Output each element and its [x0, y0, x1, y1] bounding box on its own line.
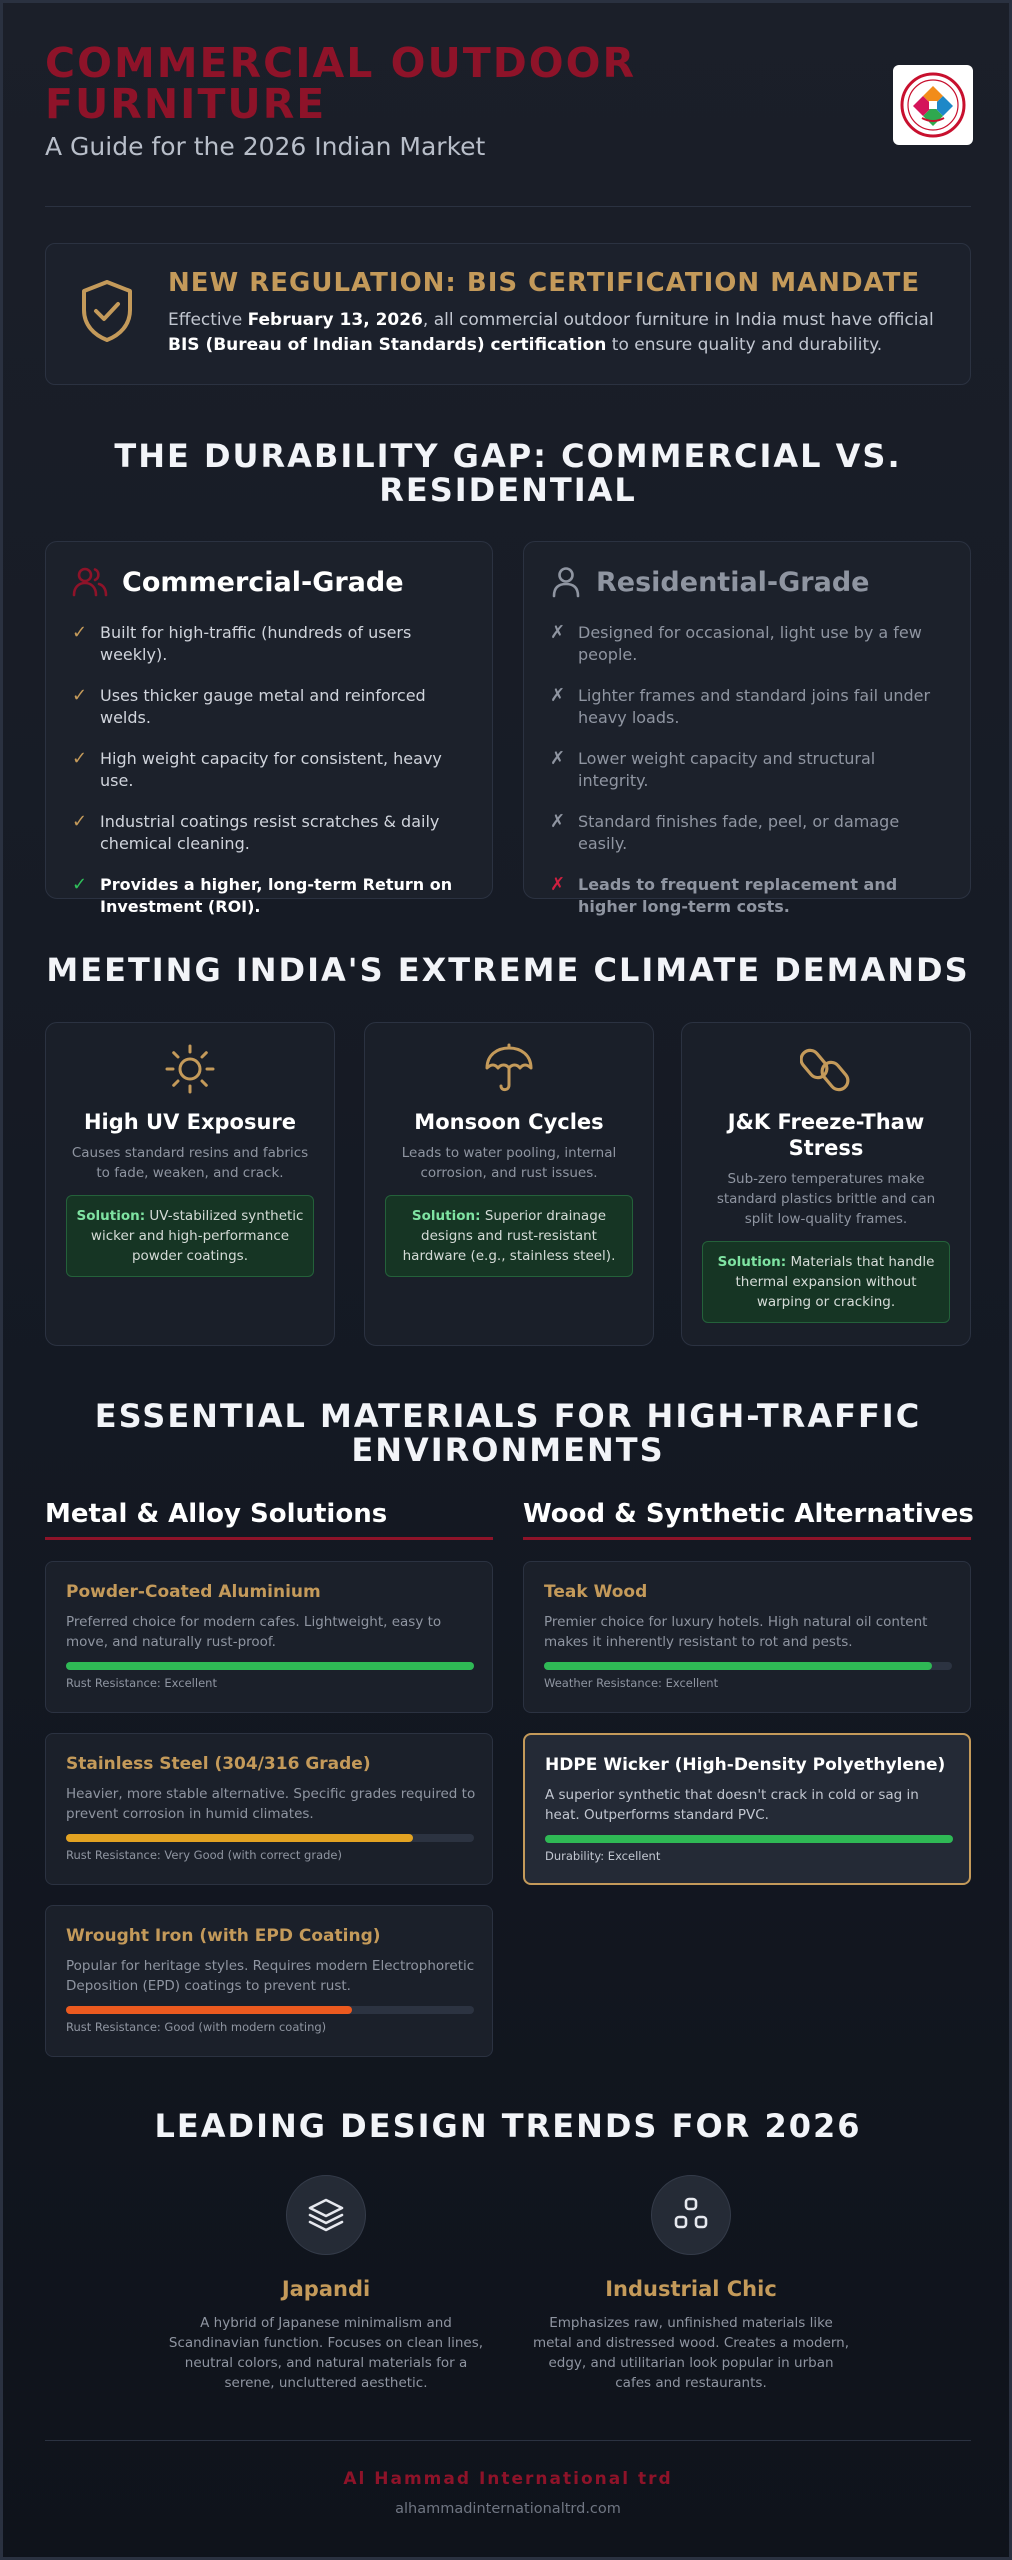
material-desc: A superior synthetic that doesn't crack in cold or sag in heat. Outperforms standard PVC.	[545, 1787, 919, 1823]
trends-title: LEADING DESIGN TRENDS FOR 2026	[154, 2107, 862, 2145]
climate-card-title: J&K Freeze-Thaw Stress	[727, 1110, 925, 1160]
header	[45, 39, 973, 161]
climate-card-uv	[45, 1022, 335, 1346]
rating-bar-fill	[66, 1834, 413, 1842]
climate-solution: Solution: Materials that handle thermal expansion without warping or cracking.	[702, 1241, 950, 1323]
footer-brand: Al Hammad International trd	[343, 2469, 673, 2489]
material-desc: Popular for heritage styles. Requires modern Electrophoretic Deposition (EPD) coatings to prevent rust.	[66, 1958, 475, 1994]
chain-links-icon	[651, 2175, 731, 2255]
climate-solution: Solution: Superior drainage designs and rust-resistant hardware (e.g., stainless steel).	[385, 1195, 633, 1277]
commercial-list	[72, 622, 472, 937]
material-card-stainless	[45, 1733, 493, 1885]
wood-column-title: Wood & Synthetic Alternatives	[523, 1499, 974, 1529]
trend-title: Industrial Chic	[605, 2277, 777, 2301]
climate-title: MEETING INDIA'S EXTREME CLIMATE DEMANDS	[46, 951, 970, 989]
material-card-hdpe	[523, 1733, 971, 1885]
list-item: ✗ Standard finishes fade, peel, or damage easily.	[550, 811, 900, 853]
material-title: Teak Wood	[544, 1582, 648, 1602]
materials-title: ESSENTIAL MATERIALS FOR HIGH-TRAFFIC ENVIRONMENTS	[94, 1397, 922, 1469]
commercial-card	[45, 541, 493, 916]
trend-title: Japandi	[281, 2277, 371, 2301]
rating-bar-fill	[545, 1835, 953, 1843]
rating-bar-fill	[66, 2006, 352, 2014]
broken-link-icon	[682, 1043, 970, 1095]
shield-check-icon	[80, 278, 134, 348]
company-seal-logo	[893, 65, 973, 145]
climate-card-title: Monsoon Cycles	[414, 1110, 604, 1134]
metal-column-title: Metal & Alloy Solutions	[45, 1499, 388, 1529]
wood-column-rule	[523, 1537, 971, 1540]
rating-label: Durability: Excellent	[545, 1849, 661, 1863]
user-icon	[550, 566, 582, 598]
list-item: ✗ Leads to frequent replacement and higher long-term costs.	[550, 874, 898, 916]
material-card-aluminium	[45, 1561, 493, 1713]
list-item: ✗ Lower weight capacity and structural integrity.	[550, 748, 876, 790]
umbrella-icon	[365, 1043, 653, 1095]
climate-card-desc: Sub-zero temperatures make standard plastics brittle and can split low-quality frames.	[716, 1171, 936, 1227]
rating-bar	[66, 1662, 474, 1670]
rating-bar	[66, 1834, 474, 1842]
regulation-bis: BIS (Bureau of Indian Standards) certification	[168, 335, 607, 355]
list-item: ✓ Industrial coatings resist scratches & daily chemical cleaning.	[72, 811, 440, 853]
footer-divider	[45, 2440, 971, 2441]
climate-card-desc: Causes standard resins and fabrics to fade, weaken, and crack.	[71, 1145, 309, 1181]
material-title: Wrought Iron (with EPD Coating)	[66, 1926, 381, 1946]
rating-label: Weather Resistance: Excellent	[544, 1676, 719, 1690]
rating-label: Rust Resistance: Very Good (with correct grade)	[66, 1848, 342, 1862]
regulation-banner	[45, 243, 971, 385]
material-desc: Preferred choice for modern cafes. Lightweight, easy to move, and naturally rust-proof.	[66, 1614, 442, 1650]
cross-icon: ✗	[550, 685, 566, 706]
list-item: ✓ Provides a higher, long-term Return on Investment (ROI).	[72, 874, 453, 916]
material-card-wrought-iron	[45, 1905, 493, 2057]
trend-industrial-chic	[531, 2175, 851, 2393]
trend-desc: A hybrid of Japanese minimalism and Scandinavian function. Focuses on clean lines, neutral colors, and natural materials for a serene, uncluttered aesthetic.	[168, 2315, 484, 2391]
climate-solution: Solution: UV-stabilized synthetic wicker and high-performance powder coatings.	[66, 1195, 314, 1277]
rating-bar-fill	[66, 1662, 474, 1670]
durability-title: THE DURABILITY GAP: COMMERCIAL VS. RESIDENTIAL	[114, 437, 902, 509]
check-icon: ✓	[72, 811, 88, 832]
page-subtitle: A Guide for the 2026 Indian Market	[45, 132, 486, 161]
climate-card-monsoon	[364, 1022, 654, 1346]
rating-bar	[545, 1835, 953, 1843]
climate-card-desc: Leads to water pooling, internal corrosion, and rust issues.	[401, 1145, 617, 1181]
material-desc: Premier choice for luxury hotels. High natural oil content makes it inherently resistant to rot and pests.	[544, 1614, 928, 1650]
material-desc: Heavier, more stable alternative. Specific grades required to prevent corrosion in humid climates.	[66, 1786, 476, 1822]
rating-bar	[544, 1662, 952, 1670]
trend-japandi	[166, 2175, 486, 2393]
trend-desc: Emphasizes raw, unfinished materials like metal and distressed wood. Creates a modern, edgy, and utilitarian look popular in urban cafes and restaurants.	[532, 2315, 850, 2391]
list-item: ✓ Built for high-traffic (hundreds of users weekly).	[72, 622, 412, 664]
material-title: Stainless Steel (304/316 Grade)	[66, 1754, 371, 1774]
footer-website-link[interactable]: alhammadinternationaltrd.com	[395, 2501, 621, 2517]
cross-icon: ✗	[550, 811, 566, 832]
list-item: ✗ Designed for occasional, light use by a few people.	[550, 622, 922, 664]
layers-icon	[286, 2175, 366, 2255]
material-title: Powder-Coated Aluminium	[66, 1582, 321, 1602]
sun-icon	[46, 1043, 334, 1095]
footer	[45, 2469, 971, 2517]
check-icon: ✓	[72, 874, 88, 895]
page-title: COMMERCIAL OUTDOOR FURNITURE	[45, 39, 637, 128]
regulation-title: NEW REGULATION: BIS CERTIFICATION MANDATE	[168, 268, 921, 298]
residential-list	[550, 622, 950, 937]
list-item: ✓ Uses thicker gauge metal and reinforced welds.	[72, 685, 426, 727]
commercial-title: Commercial-Grade	[122, 566, 404, 598]
company-seal-icon	[900, 72, 966, 138]
check-icon: ✓	[72, 685, 88, 706]
rating-bar-fill	[544, 1662, 932, 1670]
header-divider	[45, 206, 971, 207]
regulation-text: Effective February 13, 2026, all commercial outdoor furniture in India must have official BIS (Bureau of Indian Standards) certification to ensure quality and durability.	[168, 310, 934, 355]
material-title: HDPE Wicker (High-Density Polyethylene)	[545, 1755, 946, 1775]
list-item: ✗ Lighter frames and standard joins fail under heavy loads.	[550, 685, 931, 727]
cross-icon: ✗	[550, 874, 566, 895]
rating-label: Rust Resistance: Excellent	[66, 1676, 217, 1690]
rating-bar	[66, 2006, 474, 2014]
rating-label: Rust Resistance: Good (with modern coating)	[66, 2020, 327, 2034]
residential-title: Residential-Grade	[596, 566, 870, 598]
list-item: ✓ High weight capacity for consistent, heavy use.	[72, 748, 442, 790]
material-card-teak	[523, 1561, 971, 1713]
users-icon	[72, 566, 108, 598]
check-icon: ✓	[72, 622, 88, 643]
residential-card	[523, 541, 971, 916]
cross-icon: ✗	[550, 748, 566, 769]
climate-card-freeze	[681, 1022, 971, 1346]
check-icon: ✓	[72, 748, 88, 769]
metal-column-rule	[45, 1537, 493, 1540]
climate-card-title: High UV Exposure	[83, 1110, 297, 1134]
regulation-date: February 13, 2026	[247, 310, 423, 330]
cross-icon: ✗	[550, 622, 566, 643]
